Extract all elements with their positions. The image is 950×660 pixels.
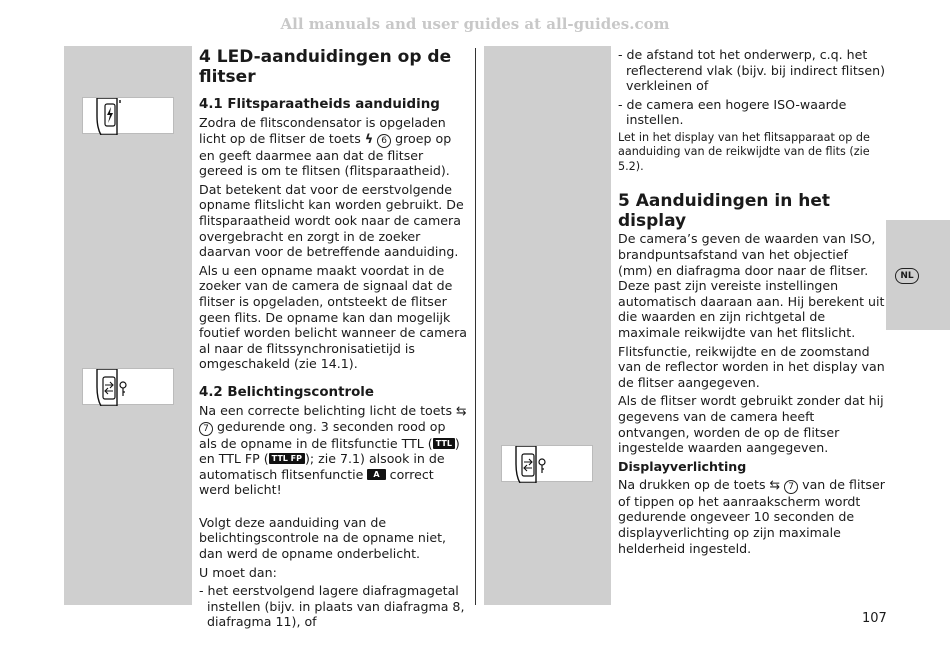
section-5-title: 5 Aanduidingen in het display	[618, 191, 831, 232]
note: Let in het display van het flitsapparaat op de aanduiding van de reikwijdte van de flits (zie 5.2).	[618, 130, 870, 173]
paragraph: Flitsfunctie, reikwijdte en de zoomstand van de reflector worden in het display van de flitser aangegeven.	[618, 343, 885, 390]
watermark: All manuals and user guides at all-guides.com	[280, 15, 670, 33]
list-item: - de afstand tot het onderwerp, c.q. het reflecterend vlak (bijv. bij indirect flitsen) verkleinen of	[618, 47, 885, 94]
paragraph: U moet dan:	[199, 564, 277, 580]
text: ) en TTL FP (	[199, 435, 460, 467]
language-badge: NL	[895, 268, 919, 284]
list-item: - het eerstvolgend lagere diafragmagetal instellen (bijv. in plaats van diafragma 8, diafragma 11), of	[199, 583, 465, 630]
number-7-icon: 7	[784, 480, 798, 494]
paragraph	[199, 115, 467, 179]
section-4-1-heading: 4.1 Flitsparaatheids aanduiding	[199, 97, 440, 112]
text: Na drukken op de toets	[618, 476, 766, 492]
number-7-icon: 7	[199, 422, 213, 436]
ttl-badge-icon: TTL	[433, 438, 455, 449]
paragraph	[618, 477, 886, 556]
paragraph: Deze past zijn vereiste instellingen automatisch daaraan aan. Hij berekent uit die waarden en zijn richtgetal de maximale reikwijdte van het flitslicht.	[618, 278, 885, 341]
section-4-title: 4 LED-aanduidingen op de flitser	[199, 47, 452, 87]
text: correct werd belicht!	[199, 466, 434, 498]
paragraph: De camera’s geven de waarden van ISO, brandpuntsafstand van het objectief (mm) en diafragma door naar de flitser.	[618, 231, 876, 278]
display-lighting-heading: Displayverlichting	[618, 458, 747, 474]
right-column	[618, 47, 886, 559]
arrows-icon: ⇆	[456, 402, 467, 418]
text: Na een correcte belichting licht de toets	[199, 402, 453, 418]
text: ); zie 7.1) alsook in de automatisch flitsenfunctie	[199, 451, 445, 482]
paragraph	[199, 403, 467, 498]
display-lighting-illustration	[501, 445, 593, 482]
left-column	[199, 47, 467, 633]
list-item: - de camera een hogere ISO-waarde instellen.	[618, 96, 847, 128]
a-badge-icon: A	[367, 469, 385, 480]
ttl-fp-badge-icon: TTL FP	[269, 453, 305, 464]
exposure-control-illustration	[82, 368, 174, 405]
text: Zodra de flitscondensator is opgeladen licht op de flitser de toets	[199, 115, 446, 146]
paragraph: Volgt deze aanduiding van de belichtingscontrole na de opname niet, dan werd de opname onderbelicht.	[199, 514, 447, 562]
page-number: 107	[862, 611, 887, 626]
text: groep op en geeft daarmee aan dat de flitser gereed is om te flitsen (flitsparaatheid).	[199, 130, 452, 179]
paragraph: Als de flitser wordt gebruikt zonder dat hij gegevens van de camera heeft ontvangen, worden de op de flitser ingestelde waarden aangegeven.	[618, 393, 884, 456]
flash-ready-illustration	[82, 97, 174, 134]
paragraph: Als u een opname maakt voordat in de zoeker van de camera de signaal dat de flitser is opgeladen, ontsteekt de flitser geen flits. De opname kan dan mogelijk foutief worden belicht wanneer de camera al naar de flitssynchronisatietijd is omgeschakeld (zie 14.1).	[199, 262, 467, 372]
column-divider	[475, 48, 476, 605]
paragraph: Dat betekent dat voor de eerstvolgende opname flitslicht kan worden gebruikt. De flitsparaatheid wordt ook naar de camera overgebracht en zorgt in de zoeker daarvan voor de betreffende aanduiding.	[199, 181, 464, 260]
text: gedurende ong. 3 seconden rood op als de opname in de flitsfunctie TTL (	[199, 418, 446, 451]
section-4-2-heading: 4.2 Belichtingscontrole	[199, 384, 374, 400]
flash-icon: ϟ	[364, 130, 374, 146]
text: van de flitser of tippen op het aanraakscherm wordt gedurende ongeveer 10 seconden de displayverlichting op zijn maximale helderheid ingesteld.	[618, 476, 885, 556]
right-margin-panel	[484, 46, 611, 605]
number-6-icon: 6	[377, 134, 391, 148]
arrows-icon: ⇆	[769, 476, 781, 492]
